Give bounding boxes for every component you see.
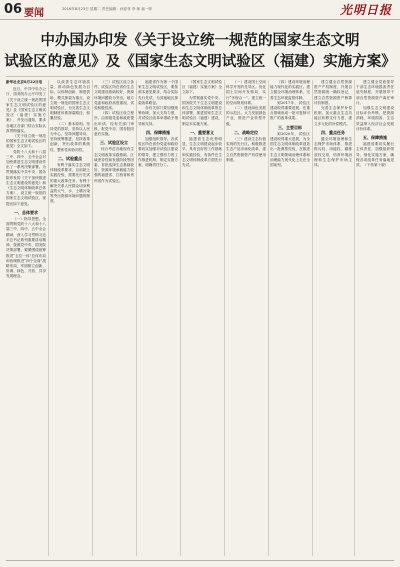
article-column-8 [314,80,352,556]
paragraph: 各有关部门要加强统筹协调，加大支持力度，对试验区改革举措给予指导和支持。 [138,106,178,126]
subheading: 二、试验重点 [58,155,82,161]
paragraph: （三）建设生态价值实现的先行区。积极推进生态产品市场化改革，建立自然资源资产有偿使用制度。 [226,137,266,162]
paragraph: （三）试验区设立条件。试验区所在省份生态文明建设基础较好，资源环境问题较为突出，地方党委和政府高度重视、试验积极性高。 [94,80,134,111]
headline-divider [6,76,394,77]
headline-line-2: 试验区的意见》及《国家生态文明试验区（福建）实施方案》 [4,53,396,70]
article-column-7 [270,80,310,556]
article-column-4 [138,80,178,556]
newspaper-masthead: 光明日报 [339,3,392,17]
article-column-5 [182,80,222,556]
paragraph: 近日，中共中央办公厅、国务院办公厅印发了《关于设立统一规范的国家生态文明试验区的意见》及《国家生态文明试验区（福建）实施方案》，并发出通知，要求各地区各部门结合实际认真贯彻落实。 [6,87,46,133]
paragraph: 以改善生态环境质量、推动绿色发展为目标，以体制创新、制度供给、模式探索为重点，设立统一规范的国家生态文明试验区，为完善生态文明制度体系探索路径、积累经验。 [50,80,90,121]
article-column-3 [94,80,134,556]
paragraph: （一）指导思想。全面贯彻党的十八大和十八届三中、四中、五中全会精神，深入学习贯彻习近平总书记系列重要讲话精神，按照党中央、国务院决策部署，紧紧围绕统筹推进“五位一体”总体布局和协调推进“四个全面”战略布局，牢固树立创新、协调、绿色、开放、共享发展理念。 [6,217,46,279]
subheading: 三、主要目标 [278,124,302,130]
article-column-2 [50,80,90,556]
page-header [0,0,400,20]
subheading: 四、保障措施 [146,129,170,135]
paragraph: 福建省要切实履行主体责任，加强组织领导，细化实施方案，确保各项改革任务落地见效。（下转第十版） [356,142,394,168]
paragraph: 加强组织领导。各试验区所在省份党委和政府要切实加强对试验区建设的领导，建立强有力的工作推进机制，制定实施方案，明确责任分工。 [138,137,178,168]
footer-divider [6,560,394,561]
issue-meta: 2016年8月23日 星期二 责任编辑：孙爱菲 李 琛 郝一帅 [62,7,152,11]
column-divider [354,80,355,556]
paragraph: 健全环境治理和生态保护市场体系，推进排污权、用能权、碳排放权交易，培育环境治理和生态保护市场主体。 [314,137,352,168]
paragraph: 有利于落实生态文明体制改革要求，目前缺乏实践经验，需要先行先试的重大改革任务；有利于解决关系人民群众切身利益的大气、水、土壤污染等突出资源环境问题的制度。 [50,163,90,204]
paragraph: （二）基本原则。坚持党的领导，坚持以人民为中心，坚持问题导向，坚持统筹推进，坚持改革创新，突出改革的系统性、整体性和协同性。 [50,121,90,152]
paragraph: 建立健全自然资源资产产权制度，开展自然资源统一确权登记，建立自然资源资产核算评价制度。 [314,80,352,105]
subheading: 四、重点任务 [321,129,345,135]
column-divider [92,80,93,556]
paragraph: 《国家生态文明试验区（福建）实施方案》全文如下。 [182,80,222,95]
paragraph: 福建省生态优势明显，生态文明建设起步较早，具有良好的工作基础和实践经验，有条件在生态文明体制改革方面先行先试。 [182,137,222,168]
subheading: 五、保障措施 [363,135,387,141]
article-column-6 [226,80,266,556]
paragraph: 福建省作为第一个国家生态文明试验区，要按照本意见要求，结合实际先行先试，为其他地区探索改革路径。 [138,80,178,105]
paragraph: 到2020年，试验区建设取得重大进展，为全国生态文明体制改革创造出一批典型经验，在推进生态文明领域治理体系和治理能力现代化上走在全国前列。 [270,131,310,168]
subheading: 一、总体要求 [14,209,38,215]
paragraph: 《关于设立统一规范的国家生态文明试验区的意见》全文如下。 [6,134,46,149]
article-column-1 [6,80,46,556]
column-divider [48,80,49,556]
main-headline [0,30,400,72]
subheading: 一、重要意义 [190,129,214,135]
article-column-9 [356,80,394,556]
paragraph: 建立健全党政领导干部生态环境损害责任追究制度，开展领导干部自然资源资产离任审计。 [356,80,394,105]
subheading: 二、战略定位 [234,129,258,135]
paragraph: （一）建设国土空间科学开发的先导区。优化国土空间开发格局，实行“多规合一”，建立统一的空间规划体系。 [226,80,266,105]
column-divider [224,80,225,556]
column-divider [268,80,269,556]
headline-line-1: 中办国办印发《关于设立统一规范的国家生态文明 [40,32,360,49]
article-body [6,80,394,556]
paragraph: 为贯彻落实党中央、国务院关于生态文明建设和生态文明体制改革的总体部署，推进国家生态文明试验区（福建）建设，制定本实施方案。 [182,95,222,126]
paragraph: 到2017年，试验区建设取得重要进展，在重点领域形成一批可复制可推广的改革成果。 [270,100,310,121]
paragraph: 党的十八大和十八届三中、四中、五中全会对加快推进生态文明建设作出了一系列决策部署。为贯彻落实中共中央、国务院印发的《关于加快推进生态文明建设的意见》和《生态文明体制改革总体方案》，设立统一规范的国家生态文明试验区，现提出如下意见。 [6,149,46,206]
page-number: 06 [4,2,23,17]
paragraph: （四）建设环境治理能力现代化的实践区。建立健全环境治理体系，完善生态环境监管体制。 [270,80,310,100]
paragraph: （二）建设绿色发展的示范区。大力发展绿色产业，推进产业转型升级。 [226,106,266,126]
column-divider [136,80,137,556]
paragraph: 完善生态保护补偿机制，加大重点生态功能区转移支付力度，建立多元化的补偿模式。 [314,106,352,126]
article-byline: 新华社北京8月22日电 [6,80,43,84]
paragraph: 加强生态文明建设目标评价考核，把资源消耗、环境损害、生态效益纳入经济社会发展评价体系。 [356,106,394,131]
paragraph: 综合考虑各地现有生态文明改革实践基础、区域差异性和发展阶段等因素，首批选择生态基础较好、资源环境承载能力较强的福建省、江西省和贵州省作为试验区。 [94,147,134,183]
subheading: 三、试验区设立 [100,140,128,146]
paragraph: （四）试验区设立程序。由省级党委和政府提出申请，经有关部门审核，报党中央、国务院同意后实施。 [94,111,134,137]
column-divider [312,80,313,556]
section-title: 要闻 [24,8,44,19]
column-divider [180,80,181,556]
